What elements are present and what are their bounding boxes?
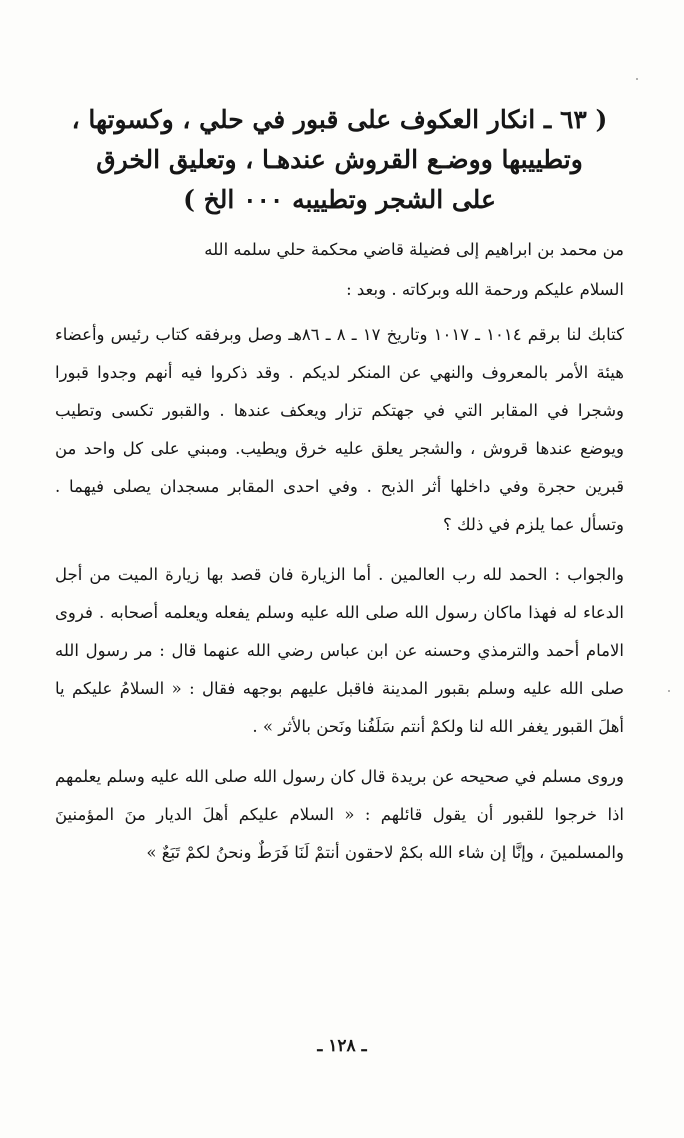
section-title (55, 100, 624, 220)
paragraph-muslim-narration: وروى مسلم في صحيحه عن بريدة قال كان رسول الله صلى الله عليه وسلم يعلمهم اذا خرجوا للقبور أن يقول قائلهم : « السلام عليكم أهلَ الديار منَ المؤمنينَ والمسلمينَ ، وإنَّا إن شاء الله بكمْ لاحقون أنتمْ لَنَا فَرَطٌ ونحنُ لكمْ تَبَعٌ » (55, 767, 624, 862)
paper-speck (636, 78, 638, 80)
paper-speck (668, 690, 670, 692)
letter-recipient-line: من محمد بن ابراهيم إلى فضيلة قاضي محكمة حلي سلمه الله (204, 240, 624, 259)
paragraph-answer: والجواب : الحمد لله رب العالمين . أما الزيارة فان قصد بها زيارة الميت من أجل الدعاء له فهذا ماكان رسول الله صلى الله عليه وسلم يفعله ويعلمه أصحابه . فروى الامام أحمد والترمذي وحسنه عن ابن عباس رضي الله عنهما قال : مر رسول الله صلى الله عليه وسلم بقبور المدينة فاقبل عليهم بوجهه فقال : « السلامُ عليكم يا أهلَ القبور يغفر الله لنا ولكمْ أنتم سَلَفُنا ونَحن بالأثر » . (55, 565, 624, 736)
title-line-1: ( ٦٣ ـ انكار العكوف على قبور في حلي ، وكسوتها ، (71, 105, 608, 134)
page-number: ـ ١٢٨ ـ (317, 1036, 367, 1056)
letter-greeting: السلام عليكم ورحمة الله وبركاته . وبعد : (346, 280, 624, 299)
title-line-3: على الشجر وتطييبه ٠٠٠ الخ ) (183, 185, 496, 214)
title-line-2: وتطييبها ووضـع القروش عندهـا ، وتعليق الخرق (96, 145, 583, 174)
paragraph-letter-summary: كتابك لنا برقم ١٠١٤ ـ ١٠١٧ وتاريخ ١٧ ـ ٨ ـ ٨٦هـ وصل وبرفقه كتاب رئيس وأعضاء هيئة الأمر بالمعروف والنهي عن المنكر لديكم . وقد ذكروا فيه أنهم وجدوا قبورا وشجرا في المقابر التي في جهتكم تزار ويعكف عندها . والقبور تكسى وتطيب ويوضع عندها قروش ، والشجر يعلق عليه خرق ويطيب. ومبني على كل واحد من قبرين حجرة وفي داخلها أثر الذبح . وفي احدى المقابر مسجدان يصلى فيهما . وتسأل عما يلزم في ذلك ؟ (55, 325, 625, 534)
page-content (55, 100, 624, 872)
